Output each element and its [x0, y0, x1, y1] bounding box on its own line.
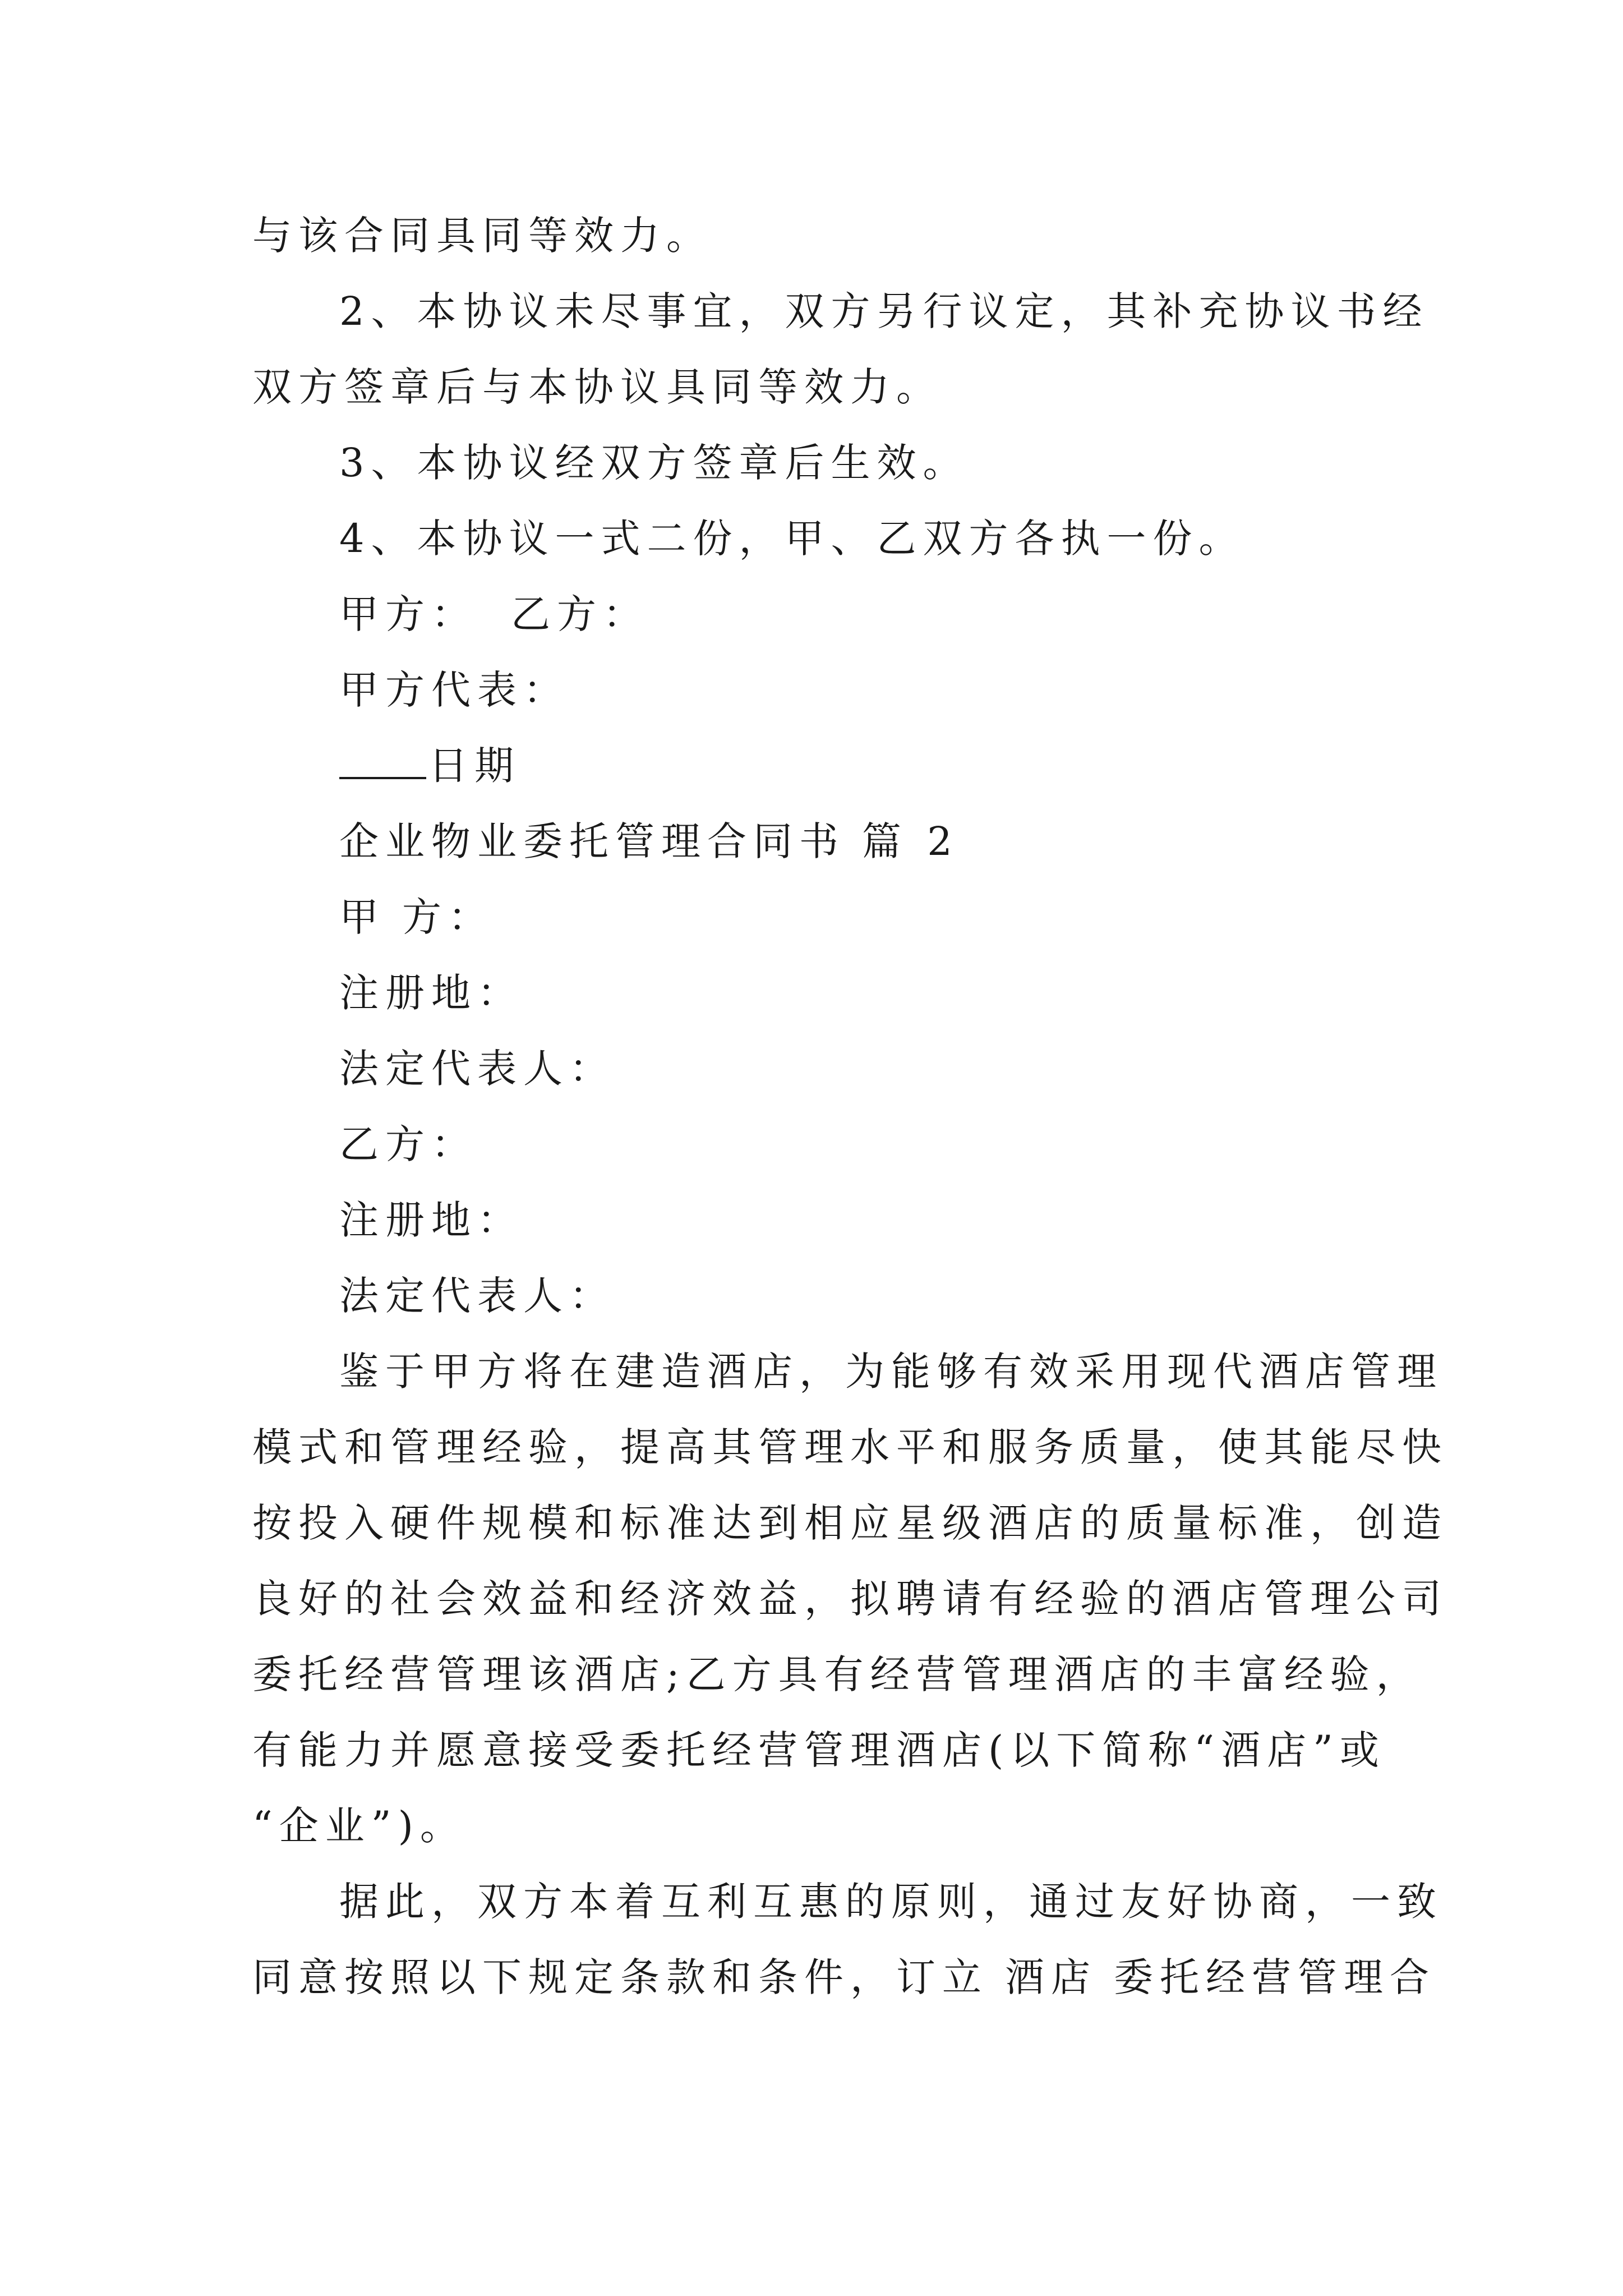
text-line: 乙方： [339, 1121, 477, 1167]
text-line: 按投入硬件规模和标准达到相应星级酒店的质量标准，创造 [252, 1500, 1448, 1546]
text-line: 鉴于甲方将在建造酒店，为能够有效采用现代酒店管理 [339, 1349, 1443, 1395]
section-number: 篇 2 [862, 818, 959, 864]
text-line: 双方签章后与本协议具同等效力。 [252, 364, 942, 410]
text-line: 与该合同具同等效力。 [252, 213, 712, 259]
text-line: 3、本协议经双方签章后生效。 [339, 440, 969, 486]
text-line: 据此，双方本着互利互惠的原则，通过友好协商，一致 [339, 1879, 1443, 1925]
party-a-line [339, 894, 494, 940]
text-fragment: 委托经营管理合 [1114, 1954, 1436, 2000]
party-b-label: 乙方： [511, 591, 649, 637]
text-line: “企业”)。 [252, 1803, 466, 1849]
text-line: 委托经营管理该酒店;乙方具有经营管理酒店的丰富经验， [252, 1651, 1422, 1697]
text-line: 4、本协议一式二份，甲、乙双方各执一份。 [339, 516, 1245, 562]
section-heading [339, 818, 959, 864]
text-line: 注册地： [339, 970, 523, 1016]
text-line: 法定代表人： [339, 1046, 615, 1092]
text-fragment: 方： [402, 894, 494, 940]
text-fragment: 甲 [339, 894, 385, 940]
text-line: 注册地： [339, 1197, 523, 1243]
text-fragment: 同意按照以下规定条款和条件，订立 [252, 1954, 988, 2000]
text-line [252, 1954, 1436, 2000]
text-line: 有能力并愿意接受委托经营管理酒店(以下简称“酒店”或 [252, 1727, 1386, 1773]
text-line: 法定代表人： [339, 1273, 615, 1319]
blank-underline [339, 775, 426, 779]
party-line [339, 591, 649, 637]
text-line: 良好的社会效益和经济效益，拟聘请有经验的酒店管理公司 [252, 1576, 1448, 1622]
party-a-label: 甲方： [339, 591, 477, 637]
date-label: 日期 [428, 743, 520, 789]
date-line [339, 743, 520, 789]
section-title: 企业物业委托管理合同书 [339, 818, 845, 864]
text-line: 甲方代表： [339, 667, 569, 713]
text-line: 2、本协议未尽事宜，双方另行议定，其补充协议书经 [339, 288, 1429, 334]
text-fragment: 酒店 [1005, 1954, 1097, 2000]
text-line: 模式和管理经验，提高其管理水平和服务质量，使其能尽快 [252, 1424, 1448, 1470]
